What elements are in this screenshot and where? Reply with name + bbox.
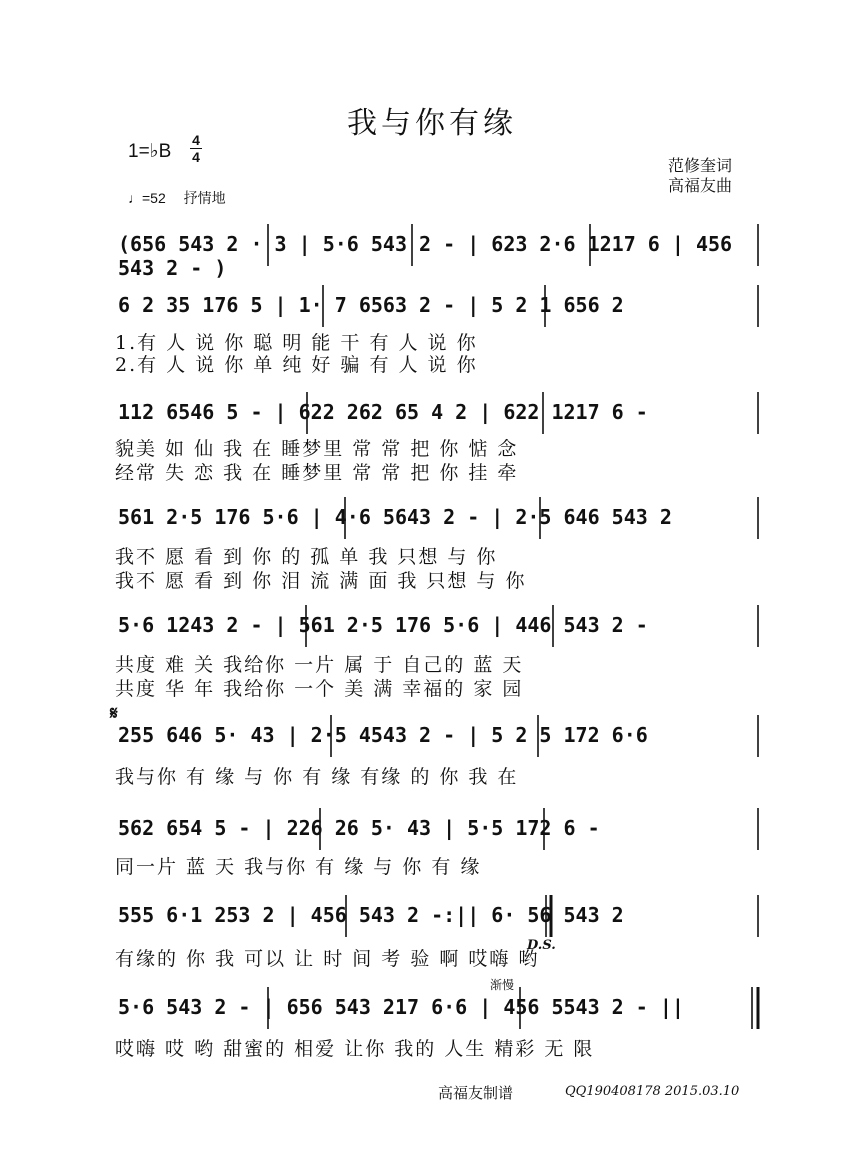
lyric-line: 共度 华 年 我给你 一个 美 满 幸福的 家 园 <box>115 678 524 700</box>
notation-text: 5·6 1243 2 - | 561 2·5 176 5·6 | 446 543 2 - <box>118 613 648 637</box>
notation-row <box>108 283 760 327</box>
contact-date: QQ190408178 2015.03.10 <box>565 1084 740 1099</box>
notation-row <box>108 390 760 434</box>
notation-text: 555 6·1 253 2 | 456 543 2 -:|| 6· 56 543 2 <box>118 903 624 927</box>
time-sig-bottom: 4 <box>192 149 200 165</box>
tempo-value: ♩=52 <box>128 190 166 206</box>
notation-text: 112 6546 5 - | 622 262 65 4 2 | 622 1217 6 - <box>118 400 648 424</box>
ritardando-mark: 渐慢 <box>490 978 515 992</box>
composer: 高福友曲 <box>668 176 733 195</box>
arranger-credit: 高福友制谱 <box>438 1084 514 1102</box>
song-title: 我与你有缘 <box>347 106 517 141</box>
expression-marking: 抒情地 <box>183 190 226 206</box>
notation-row <box>108 806 760 850</box>
segno-mark: 𝄋 <box>110 703 118 724</box>
notation-text: 255 646 5· 43 | 2·5 4543 2 - | 5 2 5 172 6·6 <box>118 723 648 747</box>
lyric-line: 1.有 人 说 你 聪 明 能 干 有 人 说 你 <box>115 332 478 354</box>
notation-row <box>108 495 760 539</box>
lyric-line: 我与你 有 缘 与 你 有 缘 有缘 的 你 我 在 <box>115 766 519 788</box>
ds-mark: D.S. <box>527 938 556 953</box>
lyric-line: 哎嗨 哎 哟 甜蜜的 相爱 让你 我的 人生 精彩 无 限 <box>115 1038 595 1060</box>
time-signature <box>190 133 202 164</box>
notation-text: 5·6 543 2 - | 656 543 217 6·6 | 456 5543 2 - || <box>118 995 684 1019</box>
lyric-line: 共度 难 关 我给你 一片 属 于 自己的 蓝 天 <box>115 654 524 676</box>
notation-row <box>108 893 760 937</box>
lyric-line: 同一片 蓝 天 我与你 有 缘 与 你 有 缘 <box>115 856 482 878</box>
notation-row <box>108 985 760 1029</box>
tempo-marking <box>128 188 226 208</box>
lyric-line: 经常 失 恋 我 在 睡梦里 常 常 把 你 挂 牵 <box>115 462 519 484</box>
notation-row <box>108 603 760 647</box>
lyric-line: 我不 愿 看 到 你 泪 流 满 面 我 只想 与 你 <box>115 570 527 592</box>
lyric-line: 2.有 人 说 你 单 纯 好 骗 有 人 说 你 <box>115 354 478 376</box>
notation-text: 6 2 35 176 5 | 1· 7 6563 2 - | 5 2 1 656 2 <box>118 293 624 317</box>
lyric-line: 我不 愿 看 到 你 的 孤 单 我 只想 与 你 <box>115 546 498 568</box>
key-signature: 1=♭B <box>128 141 172 162</box>
notation-text: 561 2·5 176 5·6 | 4·6 5643 2 - | 2·5 646 543 2 <box>118 505 672 529</box>
lyric-line: 貌美 如 仙 我 在 睡梦里 常 常 把 你 惦 念 <box>115 438 519 460</box>
time-sig-top: 4 <box>192 132 200 148</box>
notation-row <box>108 222 760 280</box>
lyricist: 范修奎词 <box>668 156 733 175</box>
lyric-line: 有缘的 你 我 可以 让 时 间 考 验 啊 哎嗨 哟 <box>115 948 540 970</box>
notation-text: (656 543 2 · 3 | 5·6 543 2 - | 623 2·6 1217 6 | 456 543 2 - ) <box>118 232 733 280</box>
notation-text: 562 654 5 - | 226 26 5· 43 | 5·5 172 6 - <box>118 816 600 840</box>
notation-row <box>108 713 760 757</box>
